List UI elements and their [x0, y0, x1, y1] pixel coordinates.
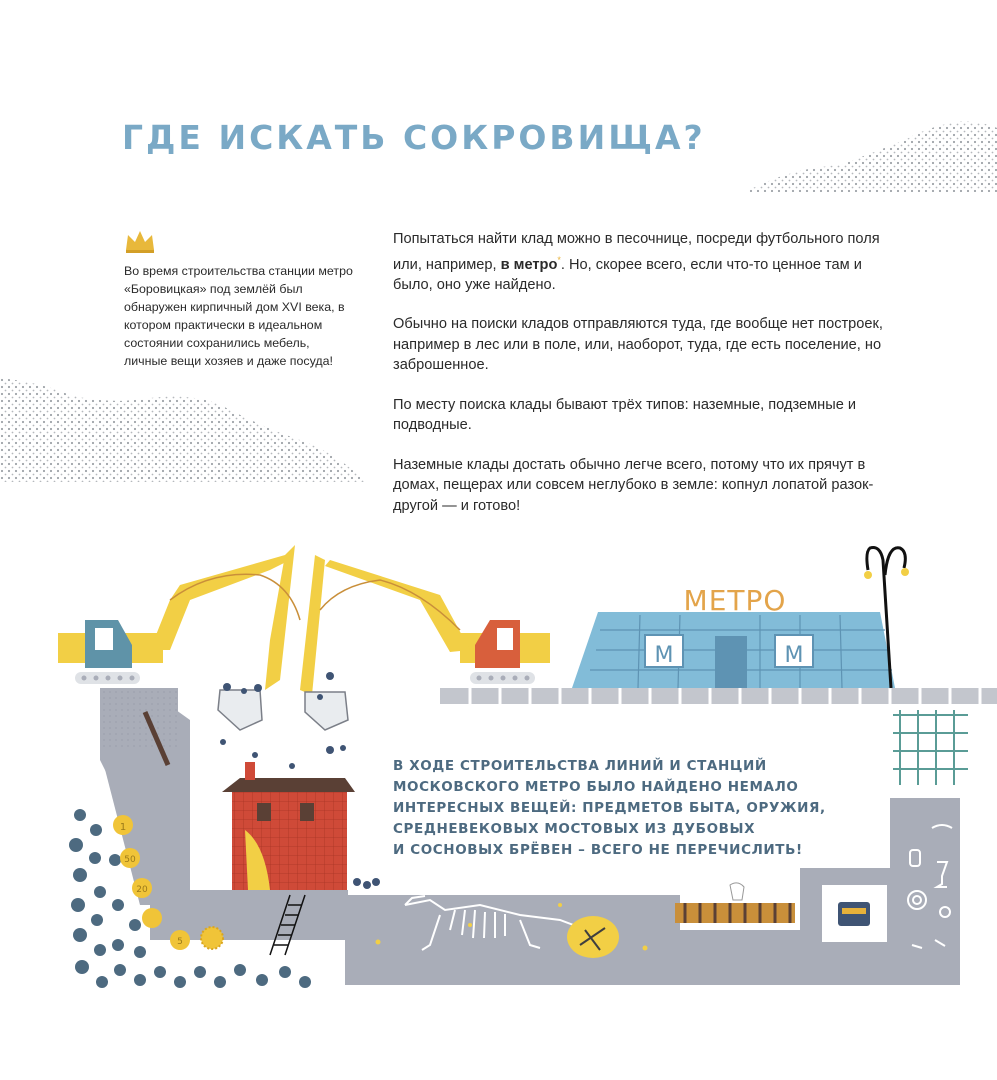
coin-label-1: 1 — [119, 822, 127, 833]
metro-sign: МЕТРО — [683, 584, 787, 617]
paragraph-1: Попытаться найти клад можно в песочнице, посреди футбольного поля или, например, в метро*. Но, скорее всего, если что-то ценное там и было, оно уже найдено. — [393, 231, 880, 293]
pavement — [440, 688, 997, 704]
station-logo-left: M — [654, 643, 674, 668]
paragraph-4: Наземные клады достать обычно легче всего, потому что их прячут в домах, пещерах или совсем неглубоко в земле: копнул лопатой разок-другой — и готово! — [393, 456, 874, 514]
footnote-marker: * — [557, 254, 561, 265]
caption-line: И СОСНОВЫХ БРЁВЕН – ВСЕГО НЕ ПЕРЕЧИСЛИТЬ! — [393, 842, 803, 858]
paragraph-2: Обычно на поиски кладов отправляются туда, где вообще нет построек, например в лес или в поле, или, наоборот, туда, где есть поселение, но заброшенное. — [393, 316, 883, 374]
caption-line: ИНТЕРЕСНЫХ ВЕЩЕЙ: ПРЕДМЕТОВ БЫТА, ОРУЖИЯ, — [393, 800, 826, 816]
paragraph-3: По месту поиска клады бывают трёх типов: наземные, подземные и подводные. — [393, 396, 857, 434]
metro-highlight: в метро — [500, 256, 558, 273]
page-title: ГДЕ ИСКАТЬ СОКРОВИЩА? — [122, 118, 706, 157]
coin-label-2: 50 — [124, 855, 136, 865]
caption-line: В ХОДЕ СТРОИТЕЛЬСТВА ЛИНИЙ И СТАНЦИЙ — [393, 758, 767, 774]
rail-track — [675, 883, 795, 923]
grid-fence — [893, 710, 968, 785]
coin-label-3: 20 — [136, 885, 148, 895]
caption-line: СРЕДНЕВЕКОВЫХ МОСТОВЫХ ИЗ ДУБОВЫХ — [393, 821, 756, 837]
metro-station — [572, 584, 895, 688]
caption-line: МОСКОВСКОГО МЕТРО БЫЛО НАЙДЕНО НЕМАЛО — [393, 779, 799, 795]
station-logo-right: M — [784, 643, 804, 668]
coin-label-4: 5 — [177, 937, 183, 947]
excavator-left — [58, 545, 300, 730]
illustration-caption — [393, 756, 833, 861]
sidenote-text: Во время строительства станции метро «Боровицкая» под землёй был обнаружен кирпичный дом XVI века, в котором практически в идеальном состоянии сохранились мебель, личные вещи хозяев и даже посуда! — [124, 264, 353, 368]
brick-house — [222, 762, 380, 890]
